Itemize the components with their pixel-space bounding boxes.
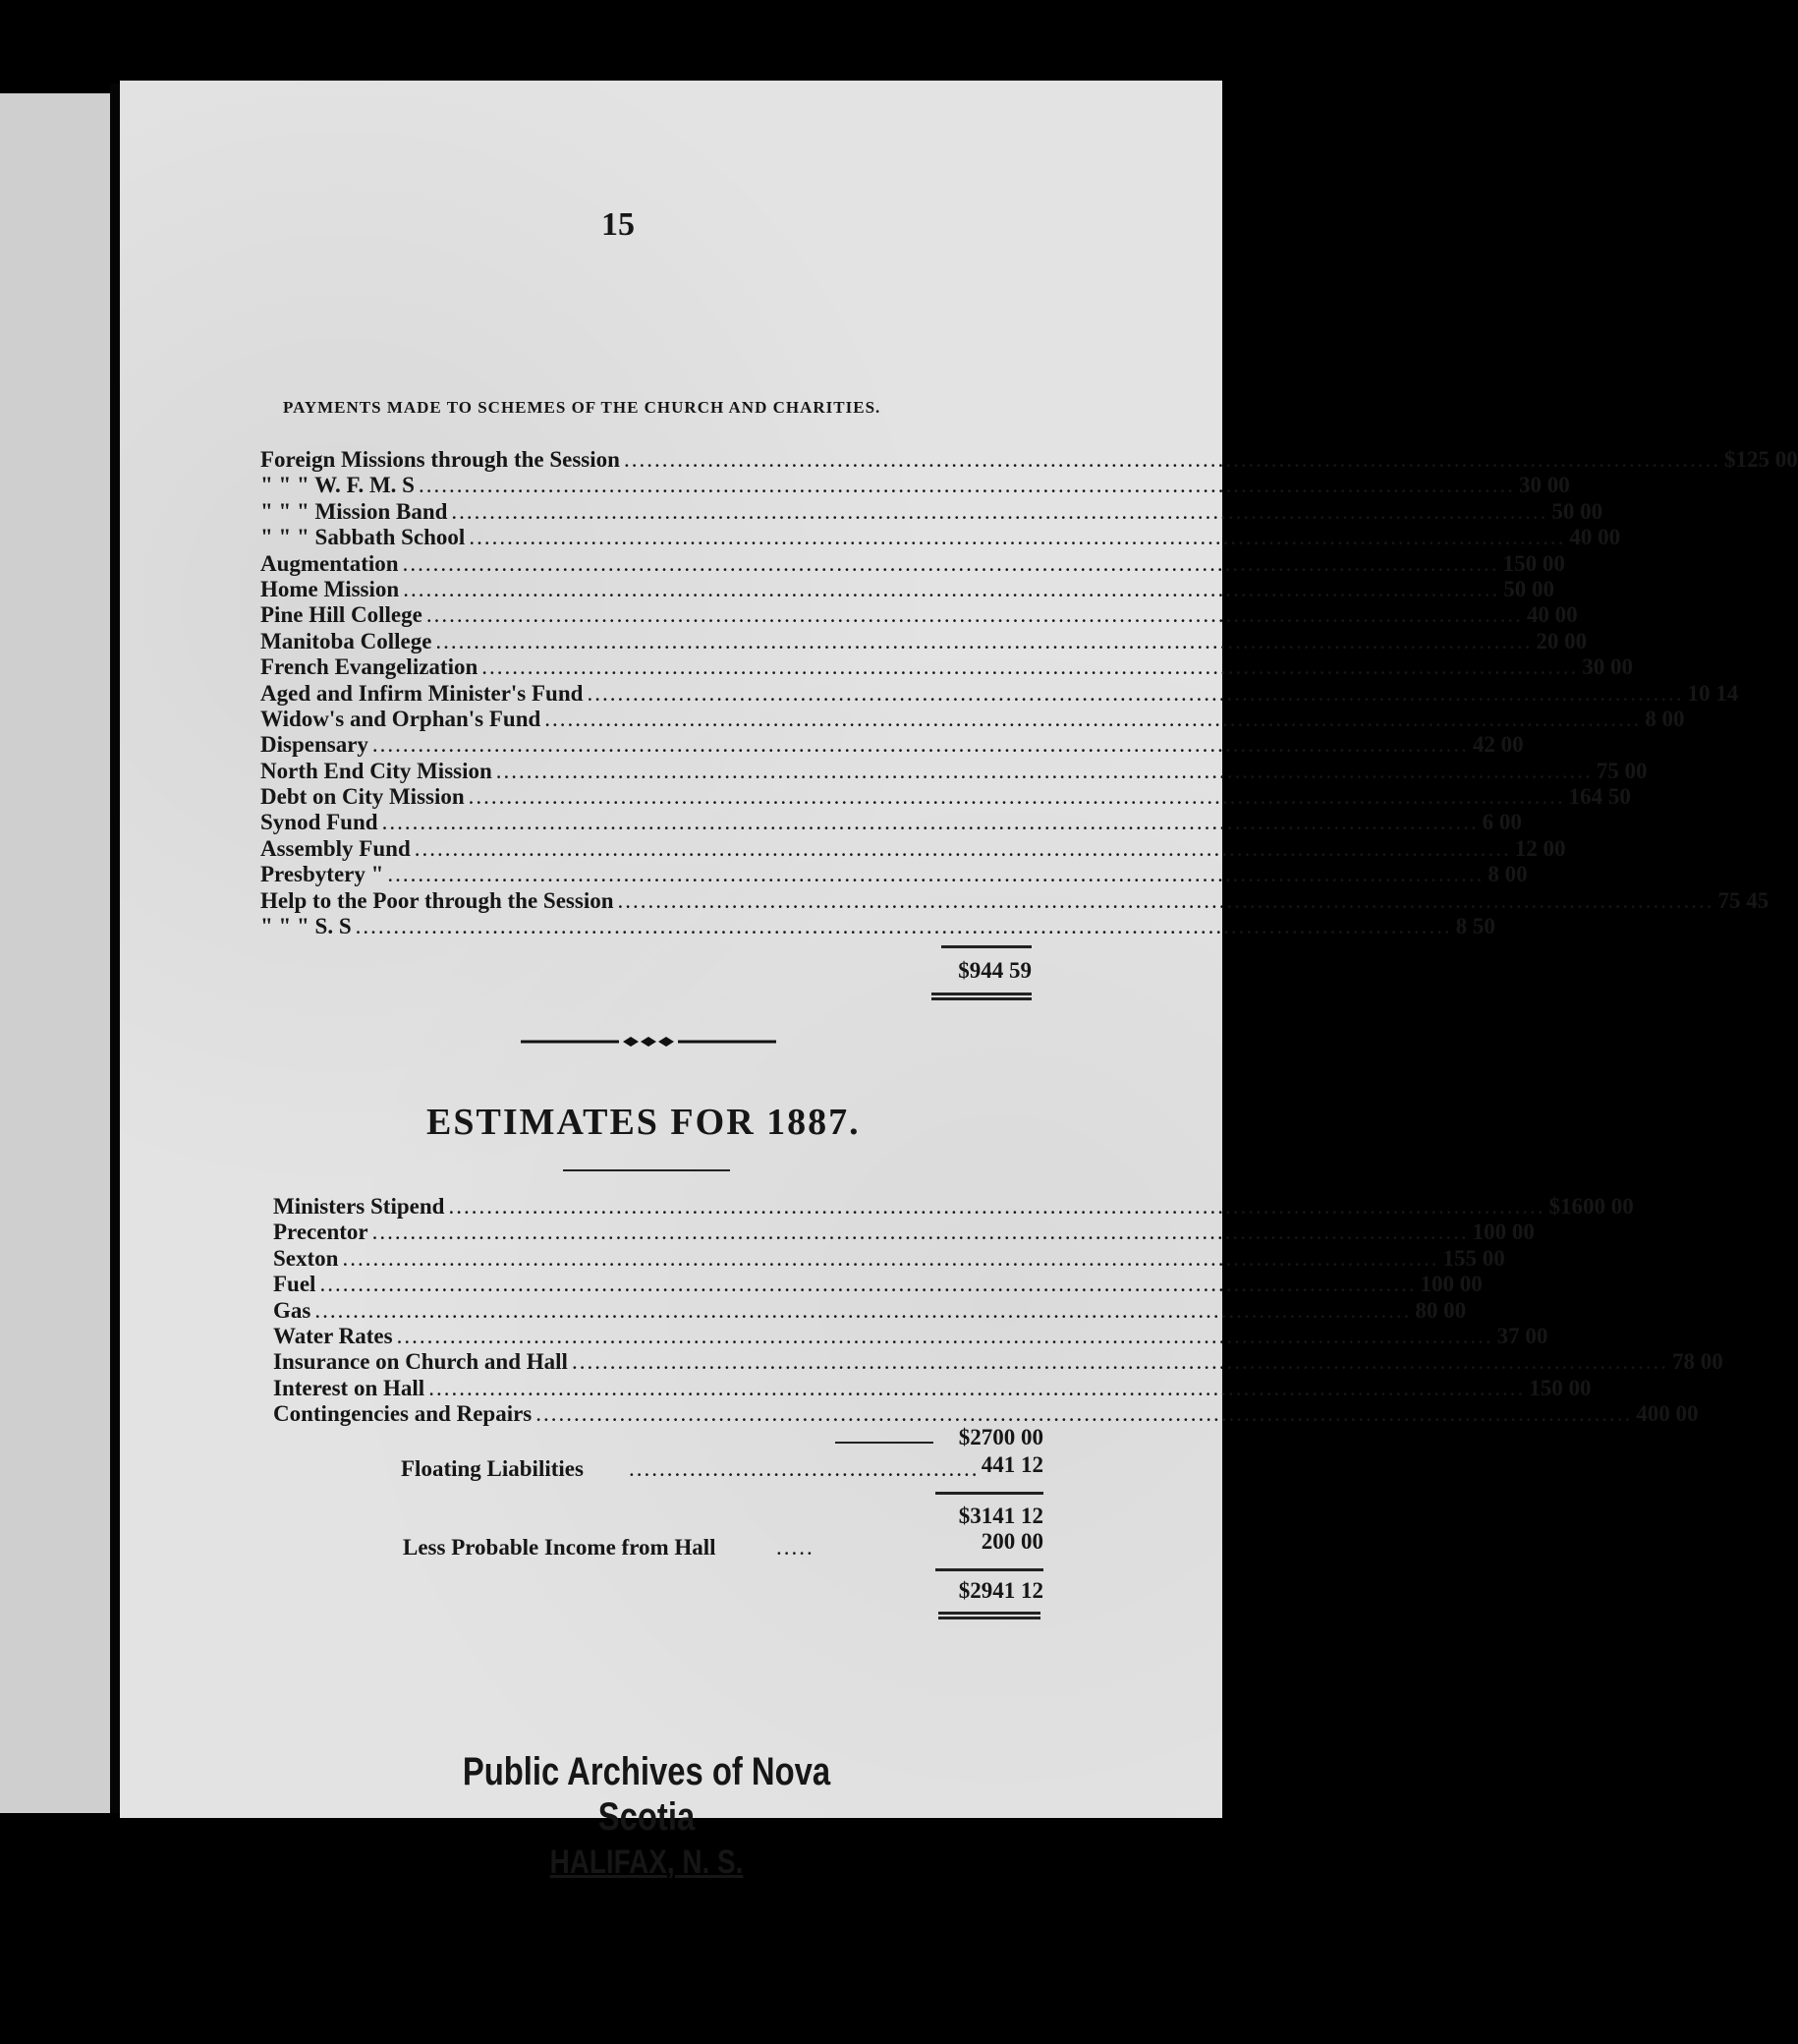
row-label: Augmentation (260, 550, 399, 576)
row-label: Foreign Missions through the Session (260, 447, 620, 472)
row-amount: 75 45 (1717, 887, 1770, 913)
ornament-divider (521, 1032, 776, 1051)
table-row (260, 680, 1739, 707)
table-row (260, 887, 1770, 914)
row-amount: 40 00 (1526, 602, 1578, 628)
table-row (260, 810, 1522, 835)
row-label: Ministers Stipend (273, 1194, 445, 1219)
leader-dots (496, 759, 1593, 784)
less-income-label: Less Probable Income from Hall (403, 1535, 716, 1560)
row-label: " " " W. F. M. S (260, 473, 415, 498)
row-label: Fuel (273, 1272, 316, 1297)
gross-total-rule (935, 1492, 1043, 1495)
row-amount: 50 00 (1551, 498, 1603, 524)
row-label: Assembly Fund (260, 835, 411, 861)
leader-dots (426, 602, 1523, 628)
row-amount: 42 00 (1472, 732, 1524, 758)
row-label: Dispensary (260, 732, 368, 758)
gross-total: $3141 12 (958, 1504, 1043, 1528)
table-row (260, 602, 1578, 628)
leader-dots (572, 1349, 1668, 1375)
row-label: Home Mission (260, 576, 400, 601)
page-number: 15 (601, 206, 635, 243)
row-label: Interest on Hall (273, 1375, 425, 1400)
row-label: Sexton (273, 1245, 339, 1271)
row-amount: 37 00 (1496, 1323, 1548, 1348)
book-spine (110, 84, 120, 1813)
table-row (260, 706, 1685, 732)
leader-dots (448, 1194, 1545, 1220)
row-label: Synod Fund (260, 810, 378, 835)
leader-dots (356, 914, 1452, 939)
row-label: Water Rates (273, 1323, 393, 1348)
table-row (273, 1297, 1467, 1324)
leader-dots (544, 707, 1641, 732)
row-label: French Evangelization (260, 654, 478, 680)
row-label: Help to the Poor through the Session (260, 887, 614, 913)
estimates-title-rule (563, 1169, 730, 1171)
table-row (260, 473, 1570, 498)
net-total: $2941 12 (958, 1578, 1043, 1603)
leader-dots (372, 732, 1469, 758)
leader-dots (342, 1246, 1438, 1272)
table-row (273, 1349, 1723, 1375)
table-row (273, 1401, 1699, 1427)
row-amount: 78 00 (1671, 1349, 1723, 1375)
table-row (260, 576, 1554, 602)
estimates-subtotal: $2700 00 (958, 1425, 1043, 1449)
row-amount: 80 00 (1415, 1297, 1467, 1323)
payments-total-rule (941, 945, 1032, 948)
leader-dots (415, 836, 1511, 862)
payments-heading: PAYMENTS MADE TO SCHEMES OF THE CHURCH AND CHARITIES. (283, 398, 881, 417)
less-income-dots: ..... (776, 1535, 815, 1560)
row-amount: 8 00 (1488, 862, 1528, 887)
leader-dots (403, 577, 1499, 602)
payments-total-double-rule (931, 993, 1032, 1000)
leader-dots (481, 654, 1578, 680)
leader-dots (435, 629, 1532, 654)
table-row (260, 914, 1495, 939)
row-amount: $125 00 (1723, 447, 1798, 472)
estimates-subtotal-rule (835, 1442, 933, 1444)
table-row (260, 758, 1648, 784)
row-amount: 30 00 (1582, 654, 1634, 680)
table-row (260, 550, 1565, 577)
table-row (273, 1194, 1634, 1220)
table-row (273, 1245, 1505, 1272)
table-row (260, 525, 1621, 550)
floating-liabilities-dots: .............................................. (629, 1456, 980, 1481)
net-total-double-rule (938, 1612, 1040, 1619)
table-row (273, 1220, 1535, 1245)
row-amount: 100 00 (1472, 1220, 1535, 1245)
table-row (260, 862, 1528, 887)
table-row (273, 1272, 1483, 1297)
table-row (260, 654, 1634, 680)
row-label: " " " S. S (260, 914, 352, 939)
payments-table (260, 447, 1798, 939)
table-row (273, 1375, 1592, 1401)
leader-dots (469, 784, 1565, 810)
row-label: " " " Sabbath School (260, 525, 466, 550)
row-label: Insurance on Church and Hall (273, 1349, 568, 1375)
table-row (260, 498, 1603, 525)
row-amount: $1600 00 (1548, 1194, 1634, 1219)
row-label: North End City Mission (260, 758, 492, 783)
row-amount: 8 50 (1455, 914, 1495, 939)
table-row (260, 835, 1566, 862)
floating-liabilities-amount: 441 12 (981, 1452, 1043, 1477)
row-amount: 75 00 (1596, 758, 1648, 783)
row-label: Precentor (273, 1220, 368, 1245)
leader-dots (618, 888, 1714, 914)
row-label: Gas (273, 1297, 311, 1323)
leader-dots (397, 1324, 1493, 1349)
table-row (260, 732, 1524, 758)
row-amount: 20 00 (1536, 628, 1588, 653)
leader-dots (382, 810, 1479, 835)
row-amount: 8 00 (1645, 706, 1685, 731)
row-amount: 150 00 (1502, 550, 1565, 576)
row-amount: 6 00 (1482, 810, 1522, 835)
estimates-title: ESTIMATES FOR 1887. (426, 1102, 861, 1143)
row-label: Pine Hill College (260, 602, 422, 628)
less-income-amount: 200 00 (981, 1529, 1043, 1554)
estimates-table (273, 1194, 1723, 1428)
archive-stamp (461, 1749, 831, 1885)
row-label: Debt on City Mission (260, 784, 465, 810)
row-amount: 12 00 (1514, 835, 1566, 861)
row-label: Aged and Infirm Minister's Fund (260, 680, 584, 706)
row-amount: 10 14 (1687, 680, 1739, 706)
row-label: Contingencies and Repairs (273, 1401, 533, 1427)
row-amount: 40 00 (1569, 525, 1621, 550)
row-amount: 50 00 (1503, 576, 1554, 601)
leader-dots (319, 1272, 1416, 1297)
leader-dots (451, 499, 1547, 525)
payments-total: $944 59 (958, 958, 1032, 983)
row-amount: 30 00 (1518, 473, 1570, 498)
row-amount: 100 00 (1420, 1272, 1483, 1297)
leader-dots (314, 1298, 1411, 1324)
row-label: " " " Mission Band (260, 498, 448, 524)
table-row (260, 784, 1631, 810)
leader-dots (428, 1376, 1525, 1401)
row-amount: 150 00 (1529, 1375, 1592, 1400)
row-amount: 164 50 (1568, 784, 1631, 810)
leader-dots (587, 681, 1683, 707)
archive-stamp-line2: HALIFAX, N. S. (549, 1844, 744, 1881)
facing-page-edge (0, 93, 118, 1813)
archive-stamp-line1: Public Archives of Nova Scotia (462, 1750, 831, 1839)
leader-dots (403, 551, 1499, 577)
net-total-rule (935, 1568, 1043, 1571)
leader-dots (372, 1220, 1469, 1245)
row-label: Presbytery " (260, 862, 384, 887)
table-row (260, 628, 1588, 654)
leader-dots (535, 1401, 1632, 1427)
row-label: Manitoba College (260, 628, 432, 653)
floating-liabilities-label: Floating Liabilities (401, 1456, 584, 1481)
table-row (260, 447, 1798, 473)
row-label: Widow's and Orphan's Fund (260, 706, 541, 731)
leader-dots (469, 525, 1565, 550)
row-amount: 155 00 (1442, 1245, 1505, 1271)
leader-dots (624, 447, 1720, 473)
leader-dots (419, 473, 1515, 498)
row-amount: 400 00 (1636, 1401, 1699, 1427)
table-row (273, 1323, 1548, 1349)
leader-dots (387, 862, 1484, 887)
